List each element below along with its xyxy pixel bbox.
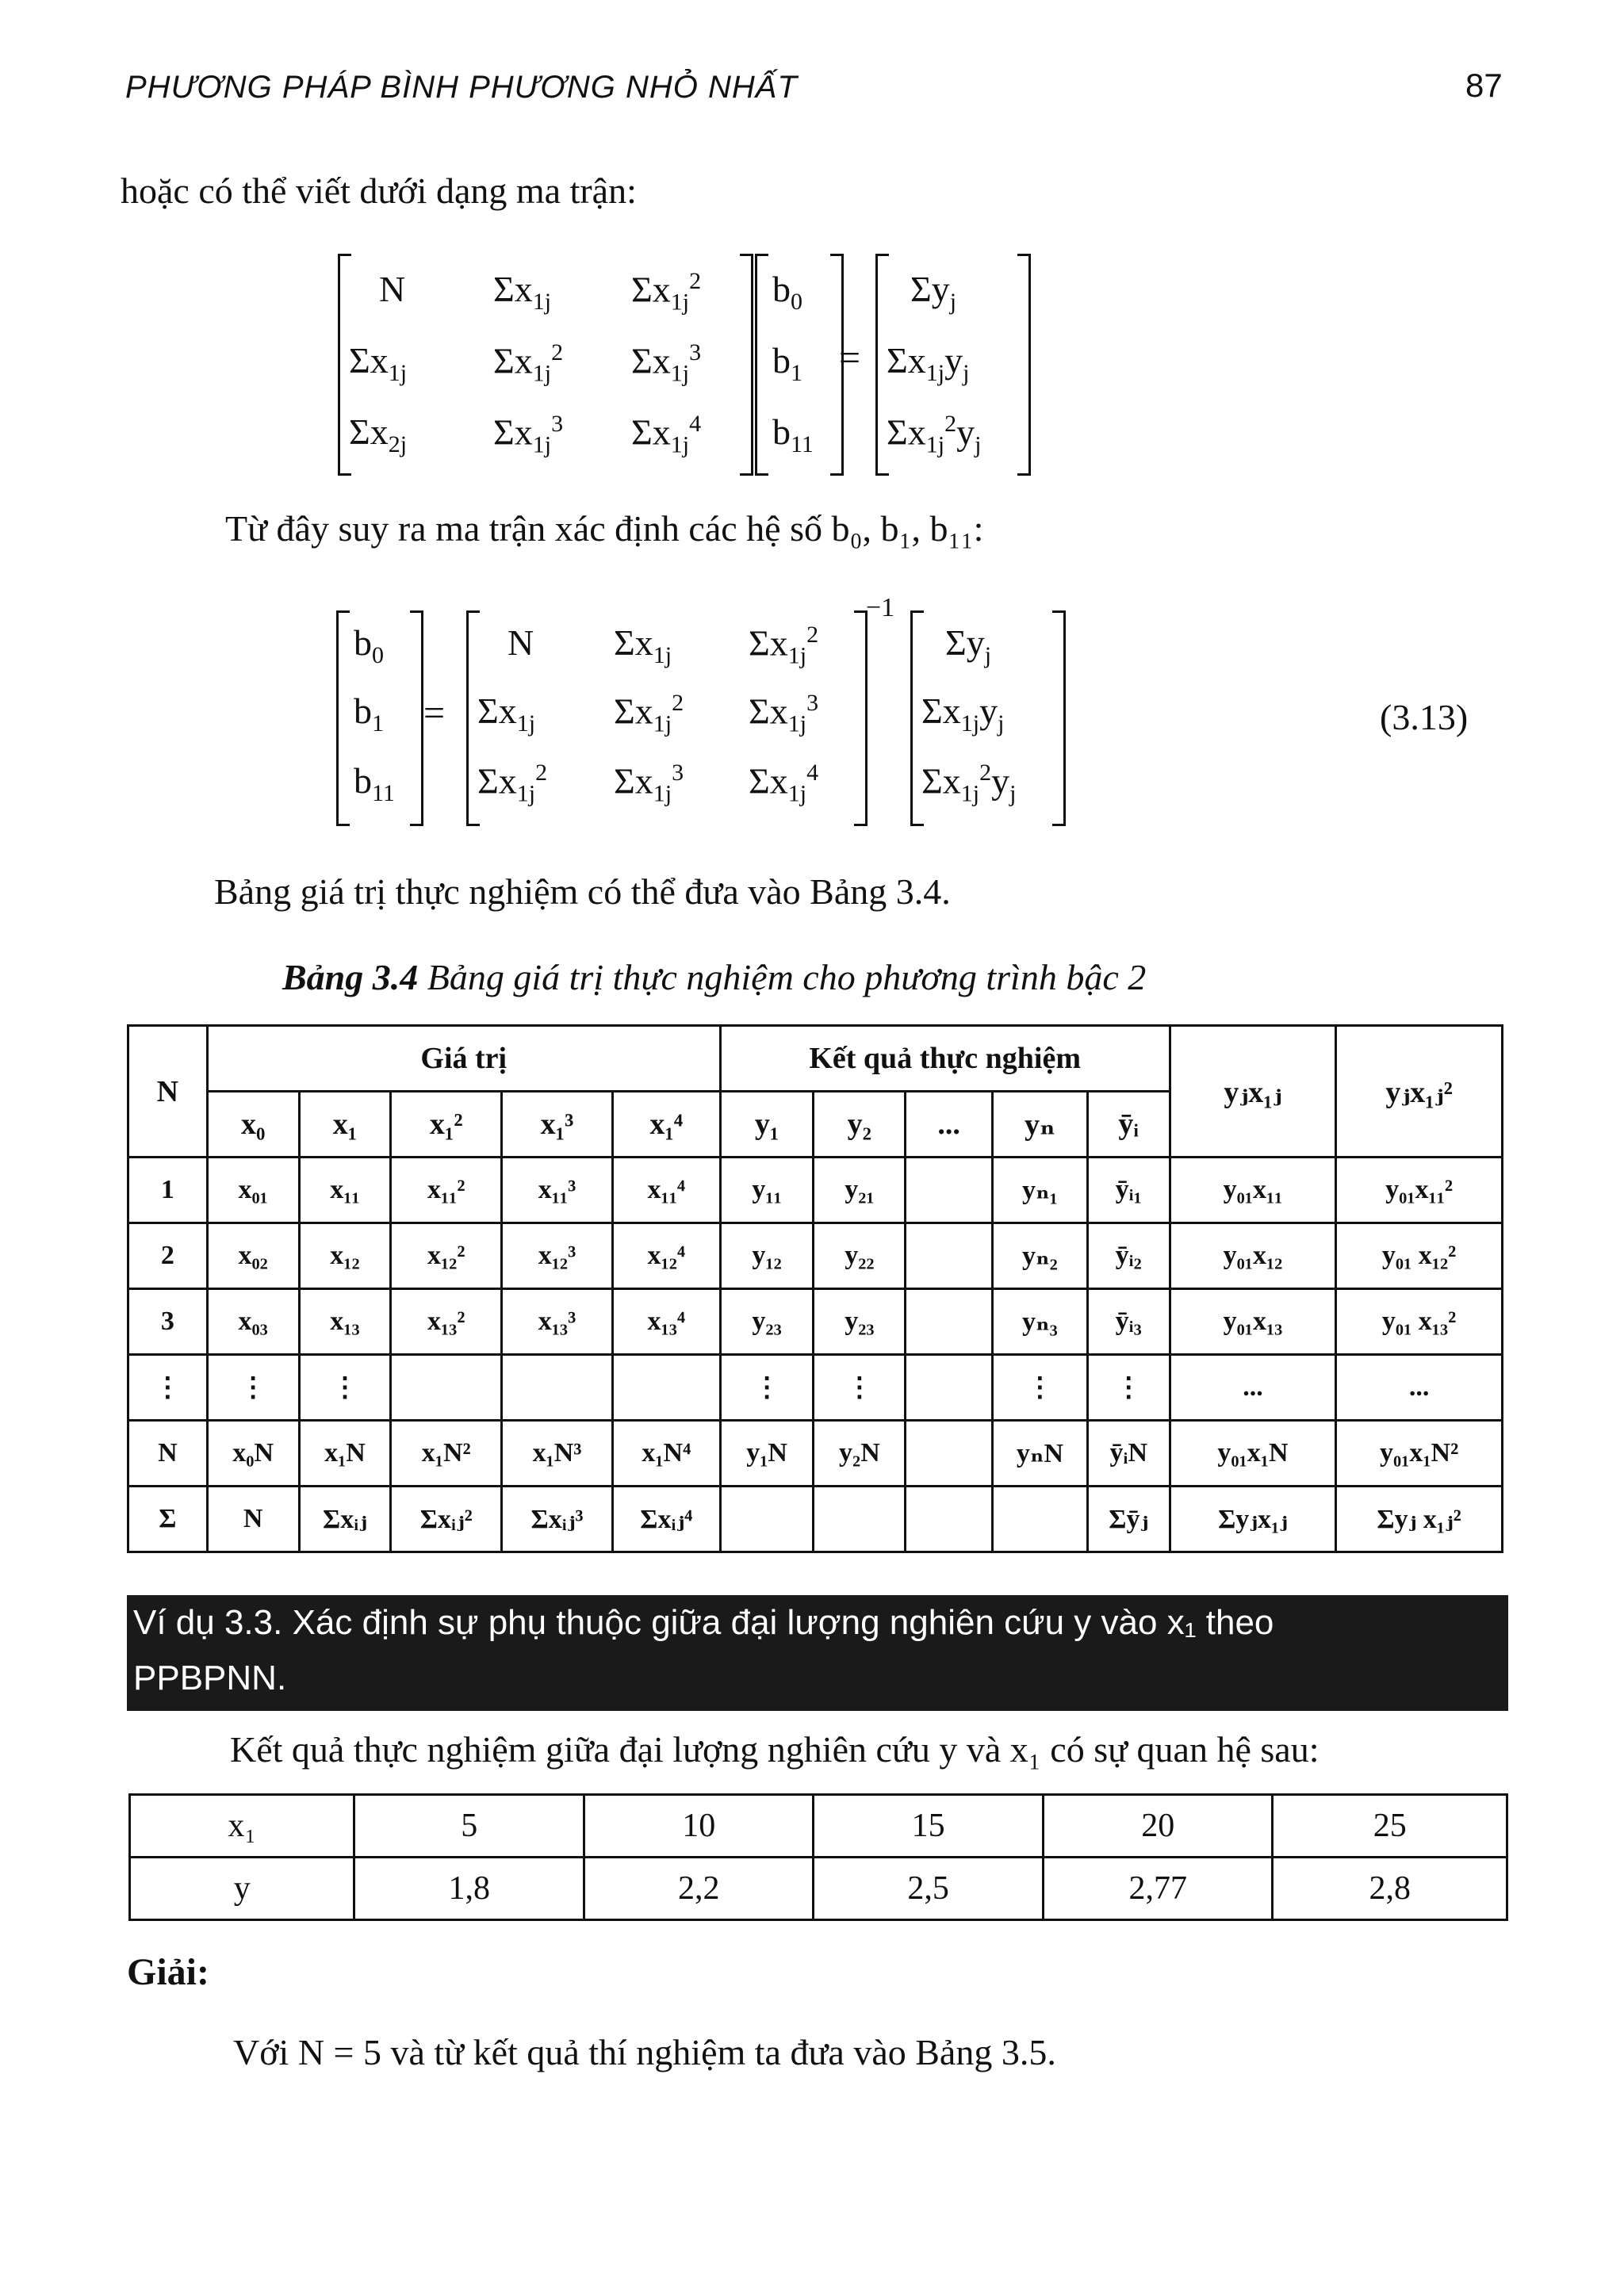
table-cell: y₀₁ x₁₂²: [1336, 1223, 1503, 1289]
subheader-cell: y₂: [814, 1092, 906, 1158]
table-cell: 10: [584, 1795, 813, 1858]
table-cell: x₁₂: [299, 1223, 391, 1289]
table-3-4-caption: [282, 956, 1146, 998]
table-cell: x₀N: [207, 1421, 299, 1487]
solution-label: Giải:: [127, 1951, 209, 1993]
table-cell: ...: [1336, 1355, 1503, 1421]
table-cell: [814, 1487, 906, 1552]
table-cell: Σxᵢⱼ⁴: [612, 1487, 720, 1552]
table-cell: N: [128, 1421, 208, 1487]
table-cell: ⋮: [814, 1355, 906, 1421]
table-cell: y₀₁x₁N²: [1336, 1421, 1503, 1487]
table-cell: y₀₁x₁₂: [1170, 1223, 1336, 1289]
table-cell: ⋮: [993, 1355, 1088, 1421]
header-yx: yⱼx₁ⱼ: [1170, 1026, 1336, 1158]
table-cell: x₁₁: [299, 1158, 391, 1223]
table-cell: x₁: [130, 1795, 354, 1858]
table-cell: N: [207, 1487, 299, 1552]
subheader-cell: x₁⁴: [612, 1092, 720, 1158]
table-cell: x₁₂⁴: [612, 1223, 720, 1289]
table-row: [128, 1421, 1503, 1487]
table-cell: [906, 1158, 993, 1223]
table-cell: 5: [354, 1795, 584, 1858]
table-cell: Σxᵢⱼ²: [391, 1487, 502, 1552]
table-cell: Σyⱼ x₁ⱼ²: [1336, 1487, 1503, 1552]
table-cell: [906, 1487, 993, 1552]
page-number: 87: [1465, 67, 1503, 104]
table-cell: Σxᵢⱼ³: [502, 1487, 613, 1552]
table-cell: x₁₂³: [502, 1223, 613, 1289]
table-cell: y₀₁x₁₁²: [1336, 1158, 1503, 1223]
table-cell: x₁₁²: [391, 1158, 502, 1223]
table-cell: 2,5: [814, 1858, 1043, 1920]
coefficient-vector-b: $b_0$ $b_1$ $b_{11}$: [755, 254, 844, 476]
inverse-coefficient-matrix: N $\Sigma x_{1j}$ $\Sigma x_{1j}^2$ $\Sigma x_{1j}$ $\Sigma x_{1j}^2$ $\Sigma x_{1j}^3$ $\Sigma x_{1j}^2$ $\Sigma x_{1j}^3$ $\Sigma x_{1j}^4$: [466, 610, 868, 826]
table-cell: ⋮: [128, 1355, 208, 1421]
table-cell: Σȳⱼ: [1087, 1487, 1170, 1552]
table-cell: Σ: [128, 1487, 208, 1552]
table-cell: y₂₃: [814, 1289, 906, 1355]
table-cell: y₀₁ x₁₃²: [1336, 1289, 1503, 1355]
table-cell: 20: [1043, 1795, 1273, 1858]
table-cell: ...: [1170, 1355, 1336, 1421]
table-cell: x₁₁⁴: [612, 1158, 720, 1223]
table-cell: 3: [128, 1289, 208, 1355]
table-row: [128, 1158, 1503, 1223]
table-cell: x₁N²: [391, 1421, 502, 1487]
table-cell: x₁₂²: [391, 1223, 502, 1289]
table-cell: yₙ₂: [993, 1223, 1088, 1289]
table-cell: y₀₁x₁₁: [1170, 1158, 1336, 1223]
table-cell: 1,8: [354, 1858, 584, 1920]
experiment-data-table: [128, 1793, 1508, 1921]
table-cell: ⋮: [1087, 1355, 1170, 1421]
table-cell: yₙ₃: [993, 1289, 1088, 1355]
table-cell: [612, 1355, 720, 1421]
table-cell: ⋮: [720, 1355, 814, 1421]
paragraph-table-intro: Bảng giá trị thực nghiệm có thể đưa vào Bảng 3.4.: [214, 871, 951, 912]
right-hand-vector: $\Sigma y_j$ $\Sigma x_{1j}y_j$ $\Sigma x_{1j}^2y_j$: [875, 254, 1031, 476]
table-cell: ⋮: [207, 1355, 299, 1421]
solution-vector-b: $b_0$ $b_1$ $b_{11}$: [336, 610, 423, 826]
table-cell: ⋮: [299, 1355, 391, 1421]
table-cell: [906, 1289, 993, 1355]
table-cell: y₂₂: [814, 1223, 906, 1289]
table-cell: y₂₁: [814, 1158, 906, 1223]
table-cell: ȳᵢN: [1087, 1421, 1170, 1487]
subheader-cell: x₁: [299, 1092, 391, 1158]
table-cell: y₁₁: [720, 1158, 814, 1223]
caption-text: Bảng giá trị thực nghiệm cho phương trình bậc 2: [418, 957, 1147, 997]
table-cell: yₙ₁: [993, 1158, 1088, 1223]
subheader-cell: yₙ: [993, 1092, 1088, 1158]
subheader-cell: ȳᵢ: [1087, 1092, 1170, 1158]
table-3-4: [127, 1024, 1503, 1553]
table-row: [128, 1487, 1503, 1552]
subheader-cell: y₁: [720, 1092, 814, 1158]
running-header-title: PHƯƠNG PHÁP BÌNH PHƯƠNG NHỎ NHẤT: [125, 70, 798, 105]
table-cell: 2,2: [584, 1858, 813, 1920]
paragraph-matrix-intro: hoặc có thể viết dưới dạng ma trận:: [121, 170, 637, 211]
right-hand-vector-2: $\Sigma y_j$ $\Sigma x_{1j}y_j$ $\Sigma x_{1j}^2y_j$: [910, 610, 1066, 826]
header-n: N: [128, 1026, 208, 1158]
header-results: Kết quả thực nghiệm: [720, 1026, 1170, 1092]
subheader-cell: x₀: [207, 1092, 299, 1158]
table-cell: x₁₃⁴: [612, 1289, 720, 1355]
paragraph-results-intro: Kết quả thực nghiệm giữa đại lượng nghiên cứu y và x₁ có sự quan hệ sau:: [230, 1729, 1320, 1770]
table-cell: y₂N: [814, 1421, 906, 1487]
table-cell: x₀₁: [207, 1158, 299, 1223]
equation-number: (3.13): [1380, 697, 1469, 737]
table-row: [128, 1355, 1503, 1421]
table-cell: [993, 1487, 1088, 1552]
table-cell: y₁N: [720, 1421, 814, 1487]
table-cell: x₁N: [299, 1421, 391, 1487]
table-cell: 2: [128, 1223, 208, 1289]
table-cell: x₁₃²: [391, 1289, 502, 1355]
table-cell: x₁₁³: [502, 1158, 613, 1223]
table-cell: x₁N³: [502, 1421, 613, 1487]
table-cell: ȳᵢ₁: [1087, 1158, 1170, 1223]
example-banner-line2: PPBPNN.: [133, 1659, 287, 1697]
header-yx2: yⱼx₁ⱼ²: [1336, 1026, 1503, 1158]
table-cell: ȳᵢ₂: [1087, 1223, 1170, 1289]
table-cell: [720, 1487, 814, 1552]
paragraph-solve-intro: Từ đây suy ra ma trận xác định các hệ số b₀, b₁, b₁₁:: [225, 508, 984, 549]
table-cell: y₁₂: [720, 1223, 814, 1289]
table-row: [130, 1795, 1507, 1858]
table-row: [128, 1223, 1503, 1289]
table-cell: x₁₃: [299, 1289, 391, 1355]
subheader-cell: x₁³: [502, 1092, 613, 1158]
table-cell: Σxᵢⱼ: [299, 1487, 391, 1552]
table-cell: x₁₃³: [502, 1289, 613, 1355]
table-cell: 25: [1273, 1795, 1507, 1858]
table-cell: [502, 1355, 613, 1421]
caption-label: Bảng 3.4: [282, 957, 419, 997]
table-cell: [391, 1355, 502, 1421]
table-cell: y₀₁x₁N: [1170, 1421, 1336, 1487]
table-cell: [906, 1355, 993, 1421]
table-cell: [906, 1421, 993, 1487]
paragraph-solution: Với N = 5 và từ kết quả thí nghiệm ta đưa vào Bảng 3.5.: [233, 2032, 1056, 2072]
subheader-cell: ...: [906, 1092, 993, 1158]
table-row: [128, 1289, 1503, 1355]
table-cell: 2,8: [1273, 1858, 1507, 1920]
table-cell: 2,77: [1043, 1858, 1273, 1920]
table-cell: y: [130, 1858, 354, 1920]
table-cell: x₁N⁴: [612, 1421, 720, 1487]
table-cell: y₀₁x₁₃: [1170, 1289, 1336, 1355]
table-cell: 15: [814, 1795, 1043, 1858]
table-row: [130, 1858, 1507, 1920]
table-cell: Σyⱼx₁ⱼ: [1170, 1487, 1336, 1552]
coefficient-matrix: N $\Sigma x_{1j}$ $\Sigma x_{1j}^2$ $\Sigma x_{1j}$ $\Sigma x_{1j}^2$ $\Sigma x_{1j}^3$ $\Sigma x_{2j}$ $\Sigma x_{1j}^3$ $\Sigma x_{1j}^4$: [338, 254, 753, 476]
table-cell: y₂₃: [720, 1289, 814, 1355]
subheader-cell: x₁²: [391, 1092, 502, 1158]
table-cell: ȳᵢ₃: [1087, 1289, 1170, 1355]
table-cell: x₀₃: [207, 1289, 299, 1355]
table-cell: [906, 1223, 993, 1289]
header-values: Giá trị: [207, 1026, 720, 1092]
table-cell: yₙN: [993, 1421, 1088, 1487]
table-cell: x₀₂: [207, 1223, 299, 1289]
table-cell: 1: [128, 1158, 208, 1223]
example-banner-line1: Ví dụ 3.3. Xác định sự phụ thuộc giữa đại lượng nghiên cứu y vào x₁ theo: [133, 1603, 1274, 1642]
